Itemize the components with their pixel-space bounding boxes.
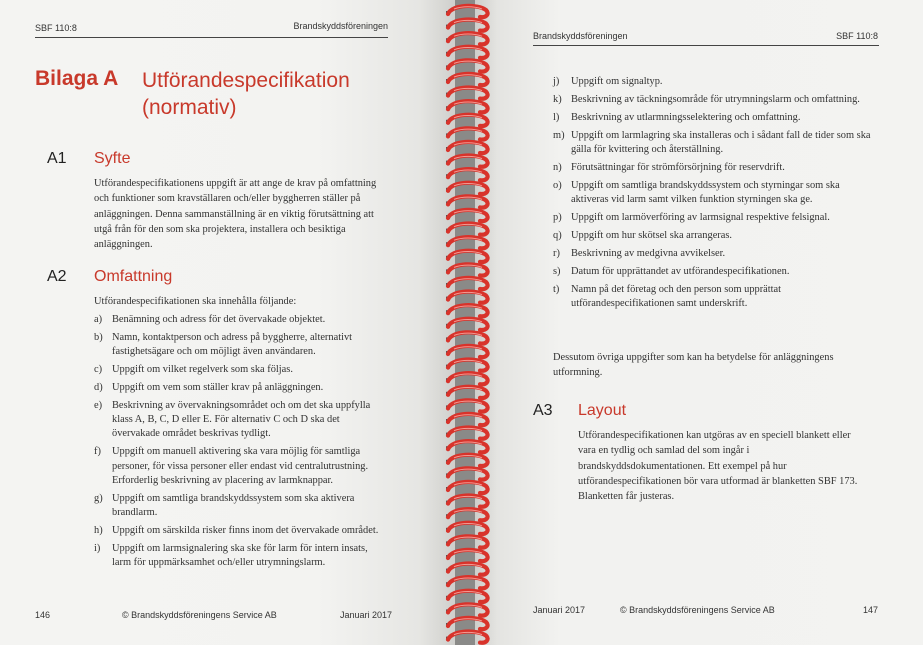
annex-title: Utförandespecifikation (normativ) [142,69,350,119]
list-item-letter: n) [553,161,562,173]
list-item [553,179,875,208]
running-header-publisher: Brandskyddsföreningen [293,21,388,31]
list-item-letter: h) [94,525,103,537]
list-item-letter: f) [94,446,101,458]
list-item-letter: p) [553,211,562,223]
list-item [94,331,388,360]
footer-copyright: © Brandskyddsföreningens Service AB [122,610,277,620]
list-item-letter: k) [553,93,562,105]
list-item-letter: s) [553,265,561,277]
list-item [553,265,875,279]
footer-date: Januari 2017 [340,610,393,620]
list-item-text: Uppgift om vilket regelverk som ska följas. [112,364,293,376]
list-item-text: Förutsättningar för strömförsörjning för reservdrift. [571,161,785,173]
section-a1-title: Syfte [94,150,131,167]
list-item-text: Uppgift om samtliga brandskyddssystem och styrningar som ska aktiveras vid larm samt vilken funktion styrningen ska ge. [571,179,840,206]
list-item-letter: c) [94,364,103,376]
list-item [553,111,875,125]
list-item [94,524,388,538]
list-item-text: Uppgift om larmlagring ska installeras och i sådant fall de tider som ska gälla för kvittering och återställning. [571,129,871,155]
list-item [94,363,388,377]
list-item-text: Beskrivning av utlarmningsselektering och omfattning. [571,111,801,123]
right-page [470,0,923,645]
list-item [94,313,388,327]
list-item [553,93,875,107]
list-item-letter: q) [553,229,562,241]
list-item-text: Benämning och adress för det övervakade objektet. [112,314,326,325]
list-item-letter: i) [94,542,101,554]
requirements-list-left [94,313,388,574]
list-item-letter: a) [94,314,103,325]
list-item-text: Namn på det företag och den person som upprättat utförandespecifikationen samt underskrift. [571,283,782,309]
footer-copyright: © Brandskyddsföreningens Service AB [620,605,775,615]
list-item-text: Beskrivning av övervakningsområdet och om det ska uppfylla klass A, B, C, D eller E. För alternativ C och D ska det övervakade området beskrivas tydligt. [112,399,371,440]
list-item-text: Uppgift om hur skötsel ska arrangeras. [571,229,733,241]
list-item-letter: j) [553,76,560,87]
running-header-publisher: Brandskyddsföreningen [533,31,628,41]
list-item [553,229,875,243]
list-item-text: Uppgift om signaltyp. [571,76,663,87]
list-item [94,399,388,442]
section-a1-text: Utförandespecifikationens uppgift är att ange de krav på omfattning och funktioner som kravställaren och/eller byggherren ställer på anläggningen. Denna sammanställning är en viktig förutsättning att utgå från för den som ska projektera, installera och besiktiga anläggningen. [94,178,377,251]
list-item-text: Uppgift om larmöverföring av larmsignal respektive felsignal. [571,211,830,223]
list-item-letter: e) [94,399,103,411]
list-item-text: Uppgift om särskilda risker finns inom det övervakade området. [112,525,379,537]
header-rule [35,37,388,38]
requirements-list-right [553,75,875,315]
section-a2-title: Omfattning [94,268,173,285]
header-rule [533,45,879,46]
list-item [553,129,875,158]
list-item-text: Uppgift om larmsignalering ska ske för larm för intern insats, larm för uppmärksamhet och/eller utrymningslarm. [112,542,368,569]
list-item-letter: l) [553,111,560,123]
list-item-text: Uppgift om vem som ställer krav på anläggningen. [112,381,324,393]
list-item [94,492,388,521]
running-header-doc-id: SBF 110:8 [836,31,878,41]
list-item [94,381,388,395]
section-a2-intro: Utförandespecifikationen ska innehålla följande: [94,296,297,307]
list-item-letter: o) [553,179,562,191]
annex-label: Bilaga A [35,67,119,90]
list-item-text: Namn, kontaktperson och adress på byggherre, alternativt fastighetsägare och om möjligt även användaren. [112,331,353,358]
list-item-text: Beskrivning av täckningsområde för utrymningslarm och omfattning. [571,93,860,105]
list-item-text: Beskrivning av medgivna avvikelser. [571,247,726,259]
left-page [0,0,455,645]
section-a1-number: A1 [47,150,67,167]
list-item-text: Uppgift om manuell aktivering ska vara möjlig för samtliga personer, för vissa personer eller endast vid centralutrustning. Erforderlig beskrivning av placering av larmknappar. [112,446,369,486]
list-item-letter: b) [94,331,103,343]
list-item-letter: m) [553,129,565,141]
page-number: 146 [35,610,51,620]
list-item [553,283,875,312]
section-a3-number: A3 [533,402,553,419]
list-item [553,161,875,175]
section-a2-number: A2 [47,268,67,285]
closing-paragraph: Dessutom övriga uppgifter som kan ha betydelse för anläggningens utformning. [553,352,834,379]
section-a3-text: Utförandespecifikationen kan utgöras av en speciell blankett eller vara en tydlig och samlad del som ingår i brandskyddsdokumentationen. Ett exempel på hur utförandespecifikationen bör vara utformad är blanketten SBF 173. Blanketten får justeras. [578,430,858,503]
list-item-letter: t) [553,283,560,295]
list-item-text: Datum för upprättandet av utförandespecifikationen. [571,265,790,277]
spiral-binding [430,0,500,645]
list-item [94,445,388,488]
list-item [553,75,875,89]
list-item-letter: d) [94,381,103,393]
running-header-doc-id: SBF 110:8 [35,23,77,33]
list-item-text: Uppgift om samtliga brandskyddssystem som ska aktivera brandlarm. [112,492,355,519]
list-item [553,247,875,261]
list-item [553,211,875,225]
list-item-letter: g) [94,492,103,504]
section-a3-title: Layout [578,402,627,419]
list-item [94,542,388,571]
footer-date: Januari 2017 [533,605,586,615]
page-number: 147 [862,605,878,615]
list-item-letter: r) [553,247,560,259]
